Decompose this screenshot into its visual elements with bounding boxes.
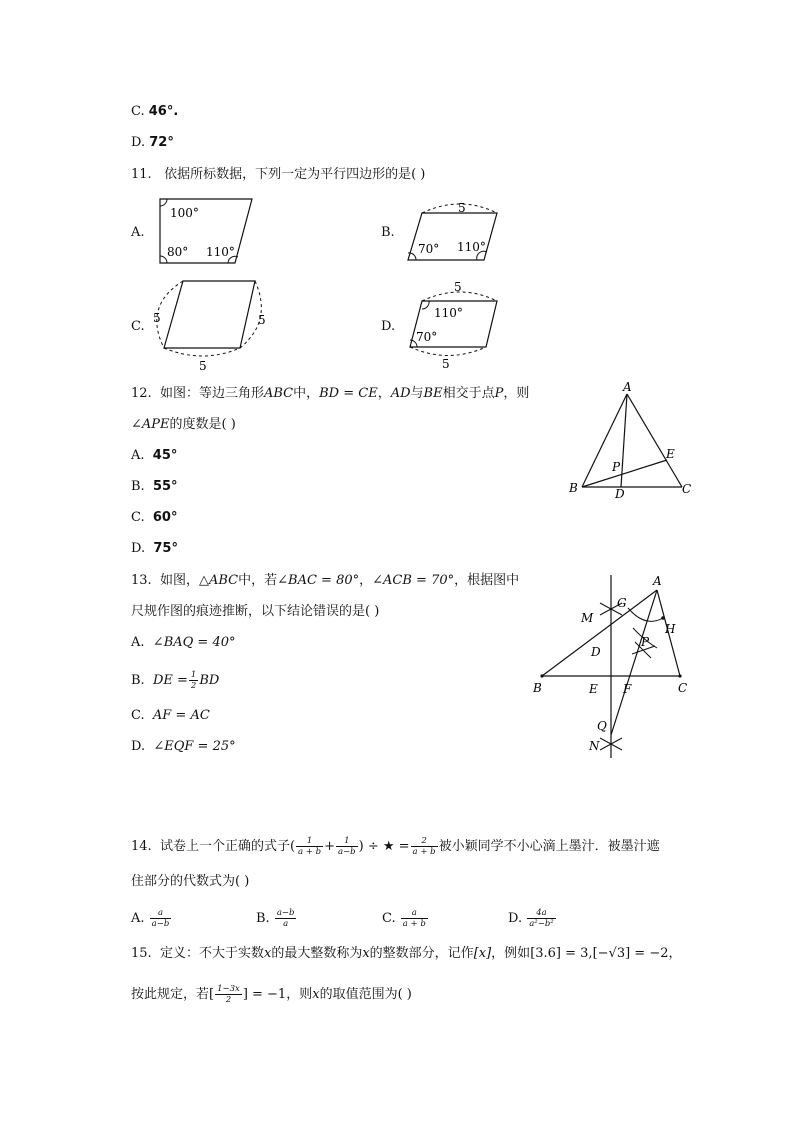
q13-stem-line2: 尺规作图的痕迹推断，以下结论错误的是( ) <box>131 604 380 619</box>
denominator: a−b <box>337 847 356 857</box>
option-value: BD <box>199 673 220 688</box>
numerator: 4a <box>527 908 555 919</box>
angle-label: 80° <box>167 245 189 259</box>
option-value: 46°. <box>148 104 179 119</box>
fraction <box>527 908 555 929</box>
text: 的最大整数称为 <box>271 946 363 961</box>
fraction <box>189 670 198 691</box>
text: 的度数是( ) <box>169 417 236 432</box>
text: 中，若 <box>238 573 278 588</box>
numerator: a−b <box>276 908 295 918</box>
question-number: 13. <box>131 573 152 588</box>
q13-stem-line1 <box>131 572 519 590</box>
option-label: B. <box>131 673 145 688</box>
q12-stem-line2 <box>131 416 236 434</box>
q12-option-b <box>131 478 178 496</box>
option-label: D. <box>508 911 523 926</box>
math: [x] <box>473 946 492 961</box>
math: BE <box>423 386 443 401</box>
q12-option-d <box>131 540 178 558</box>
text: 如图：等边三角形 <box>159 386 264 401</box>
text: ，例如 <box>491 946 531 961</box>
point-label: P <box>612 460 621 474</box>
numerator: a <box>401 908 428 919</box>
text: 如图， <box>159 573 199 588</box>
denominator: a−b <box>151 919 170 929</box>
text: 试卷上一个正确的式子( <box>159 839 296 854</box>
fraction <box>336 836 358 857</box>
math: x <box>312 987 320 1002</box>
option-value: 55° <box>152 479 178 494</box>
q15-stem-line2 <box>131 984 412 1005</box>
text: 定义：不大于实数 <box>159 946 264 961</box>
q11-option-b-label: B. <box>381 225 395 240</box>
text: 相交于点 <box>442 386 495 401</box>
question-number: 11. <box>131 167 152 182</box>
option-label: C. <box>131 104 145 119</box>
q14-option-d <box>508 908 557 929</box>
point-label: F <box>623 682 632 696</box>
q14-option-b <box>256 908 297 929</box>
q13-option-d <box>131 738 236 756</box>
q11-option-d-label: D. <box>381 319 396 334</box>
text: ) ÷ ★ = <box>358 839 410 854</box>
point-label: B <box>533 681 542 695</box>
numerator: 1 <box>336 836 358 847</box>
q14-option-c <box>382 908 429 929</box>
option-label: C. <box>382 911 396 926</box>
option-value: AF = AC <box>152 708 210 723</box>
denominator: a + b <box>402 919 426 929</box>
denominator: a <box>283 919 289 929</box>
point-label: H <box>665 622 676 636</box>
option-label: C. <box>131 708 145 723</box>
text: 的整数部分，记作 <box>369 946 474 961</box>
denominator: 2 <box>190 681 197 691</box>
denominator: a + b <box>412 847 436 857</box>
option-value: DE = <box>152 673 188 688</box>
option-value: ∠EQF = 25° <box>153 739 236 754</box>
fraction <box>411 836 438 857</box>
angle-label: 70° <box>418 242 440 256</box>
side-label: 5 <box>454 280 462 294</box>
option-label: B. <box>256 911 270 926</box>
q14-option-a <box>131 908 172 929</box>
math: ABC <box>263 386 294 401</box>
q14-stem-line2: 住部分的代数式为( ) <box>131 874 250 889</box>
operator: + <box>324 839 335 854</box>
math: ∠ACB = 70° <box>372 573 455 588</box>
point-label: M <box>581 611 594 625</box>
numerator: a <box>150 908 172 919</box>
q13-option-b <box>131 670 219 691</box>
denominator: 2 <box>225 995 232 1005</box>
text: ，则 <box>503 386 530 401</box>
q15-stem-line1 <box>131 945 682 963</box>
option-label: D. <box>131 739 146 754</box>
q12-stem-line1 <box>131 385 529 403</box>
q12-option-a <box>131 447 177 465</box>
side-label: 5 <box>199 359 207 373</box>
option-label: C. <box>131 510 145 525</box>
point-label: D <box>615 487 625 501</box>
math: ] = −1 <box>242 987 287 1002</box>
angle-label: 110° <box>434 306 463 320</box>
denominator: a + b <box>298 847 322 857</box>
side-label: 5 <box>442 357 450 371</box>
question-number: 12. <box>131 386 152 401</box>
math: BD = CE <box>319 386 378 401</box>
point-label: C <box>682 482 692 496</box>
side-label: 5 <box>258 313 266 327</box>
option-value: 72° <box>149 135 174 150</box>
q11-figure-c <box>148 276 278 376</box>
option-label: B. <box>131 479 145 494</box>
point-label: N <box>589 739 600 753</box>
text: 与 <box>410 386 424 401</box>
math: ∠BAC = 80° <box>277 573 360 588</box>
math: AD <box>390 386 411 401</box>
q12-figure-triangle <box>560 380 700 500</box>
option-label: A. <box>131 635 145 650</box>
point-label: C <box>678 681 688 695</box>
option-value: 75° <box>153 541 178 556</box>
q11-figure-d <box>400 279 510 374</box>
fraction <box>296 836 323 857</box>
option-value: 60° <box>152 510 178 525</box>
angle-label: 110° <box>206 245 235 259</box>
numerator: 1 <box>190 670 197 680</box>
numerator: 2 <box>411 836 438 847</box>
text: ， <box>377 386 391 401</box>
text: ， <box>359 573 373 588</box>
point-label: A <box>623 380 632 394</box>
math: x <box>362 946 370 961</box>
point-label: P <box>641 635 650 649</box>
option-label: A. <box>131 911 145 926</box>
q11-figure-a <box>150 195 260 270</box>
question-number: 15. <box>131 946 152 961</box>
angle-label: 110° <box>457 240 486 254</box>
q13-option-a <box>131 634 236 652</box>
fraction <box>150 908 172 929</box>
text: 的取值范围为( ) <box>319 987 412 1002</box>
option-value: 45° <box>152 448 178 463</box>
text: ， <box>668 946 682 961</box>
q14-stem-line1 <box>131 836 660 857</box>
q10-option-d <box>131 134 174 152</box>
text: 被小颖同学不小心滴上墨汁．被墨汁遮 <box>438 839 660 854</box>
q11-option-c-label: C. <box>131 319 145 334</box>
q10-option-c <box>131 103 178 121</box>
question-number: 14. <box>131 839 152 854</box>
q11-stem <box>131 166 425 184</box>
q13-option-c <box>131 707 210 725</box>
point-label: E <box>666 447 675 461</box>
side-label: 5 <box>458 201 466 215</box>
point-label: G <box>617 596 627 610</box>
text: 中， <box>293 386 320 401</box>
text: ，根据图中 <box>454 573 520 588</box>
numerator: 1−3x <box>217 984 240 994</box>
fraction <box>401 908 428 929</box>
q11-option-a-label: A. <box>131 225 145 240</box>
fraction <box>275 908 297 929</box>
option-label: A. <box>131 448 145 463</box>
numerator: 1 <box>296 836 323 847</box>
option-label: D. <box>131 541 146 556</box>
point-label: B <box>569 481 578 495</box>
angle-label: 70° <box>416 330 438 344</box>
q12-option-c <box>131 509 177 527</box>
point-label: E <box>589 682 598 696</box>
denominator: a²−b² <box>529 919 554 929</box>
fraction <box>215 984 242 1005</box>
text: ，则 <box>286 987 313 1002</box>
q11-figure-b <box>400 198 510 268</box>
side-label: 5 <box>153 311 161 325</box>
option-value: ∠BAQ = 40° <box>152 635 236 650</box>
math: x <box>263 946 272 961</box>
point-label: D <box>591 645 601 659</box>
option-label: D. <box>131 135 146 150</box>
point-label: Q <box>597 719 607 733</box>
math: P <box>494 386 504 401</box>
math: ∠APE <box>131 417 170 432</box>
question-text: 依据所标数据，下列一定为平行四边形的是( ) <box>164 167 426 182</box>
q13-figure-construction <box>525 570 705 765</box>
angle-label: 100° <box>170 206 199 220</box>
math: [3.6] = 3,[−√3] = −2 <box>530 946 669 961</box>
text: 按此规定，若[ <box>131 987 215 1002</box>
math: △ABC <box>198 573 239 588</box>
point-label: A <box>653 574 662 588</box>
